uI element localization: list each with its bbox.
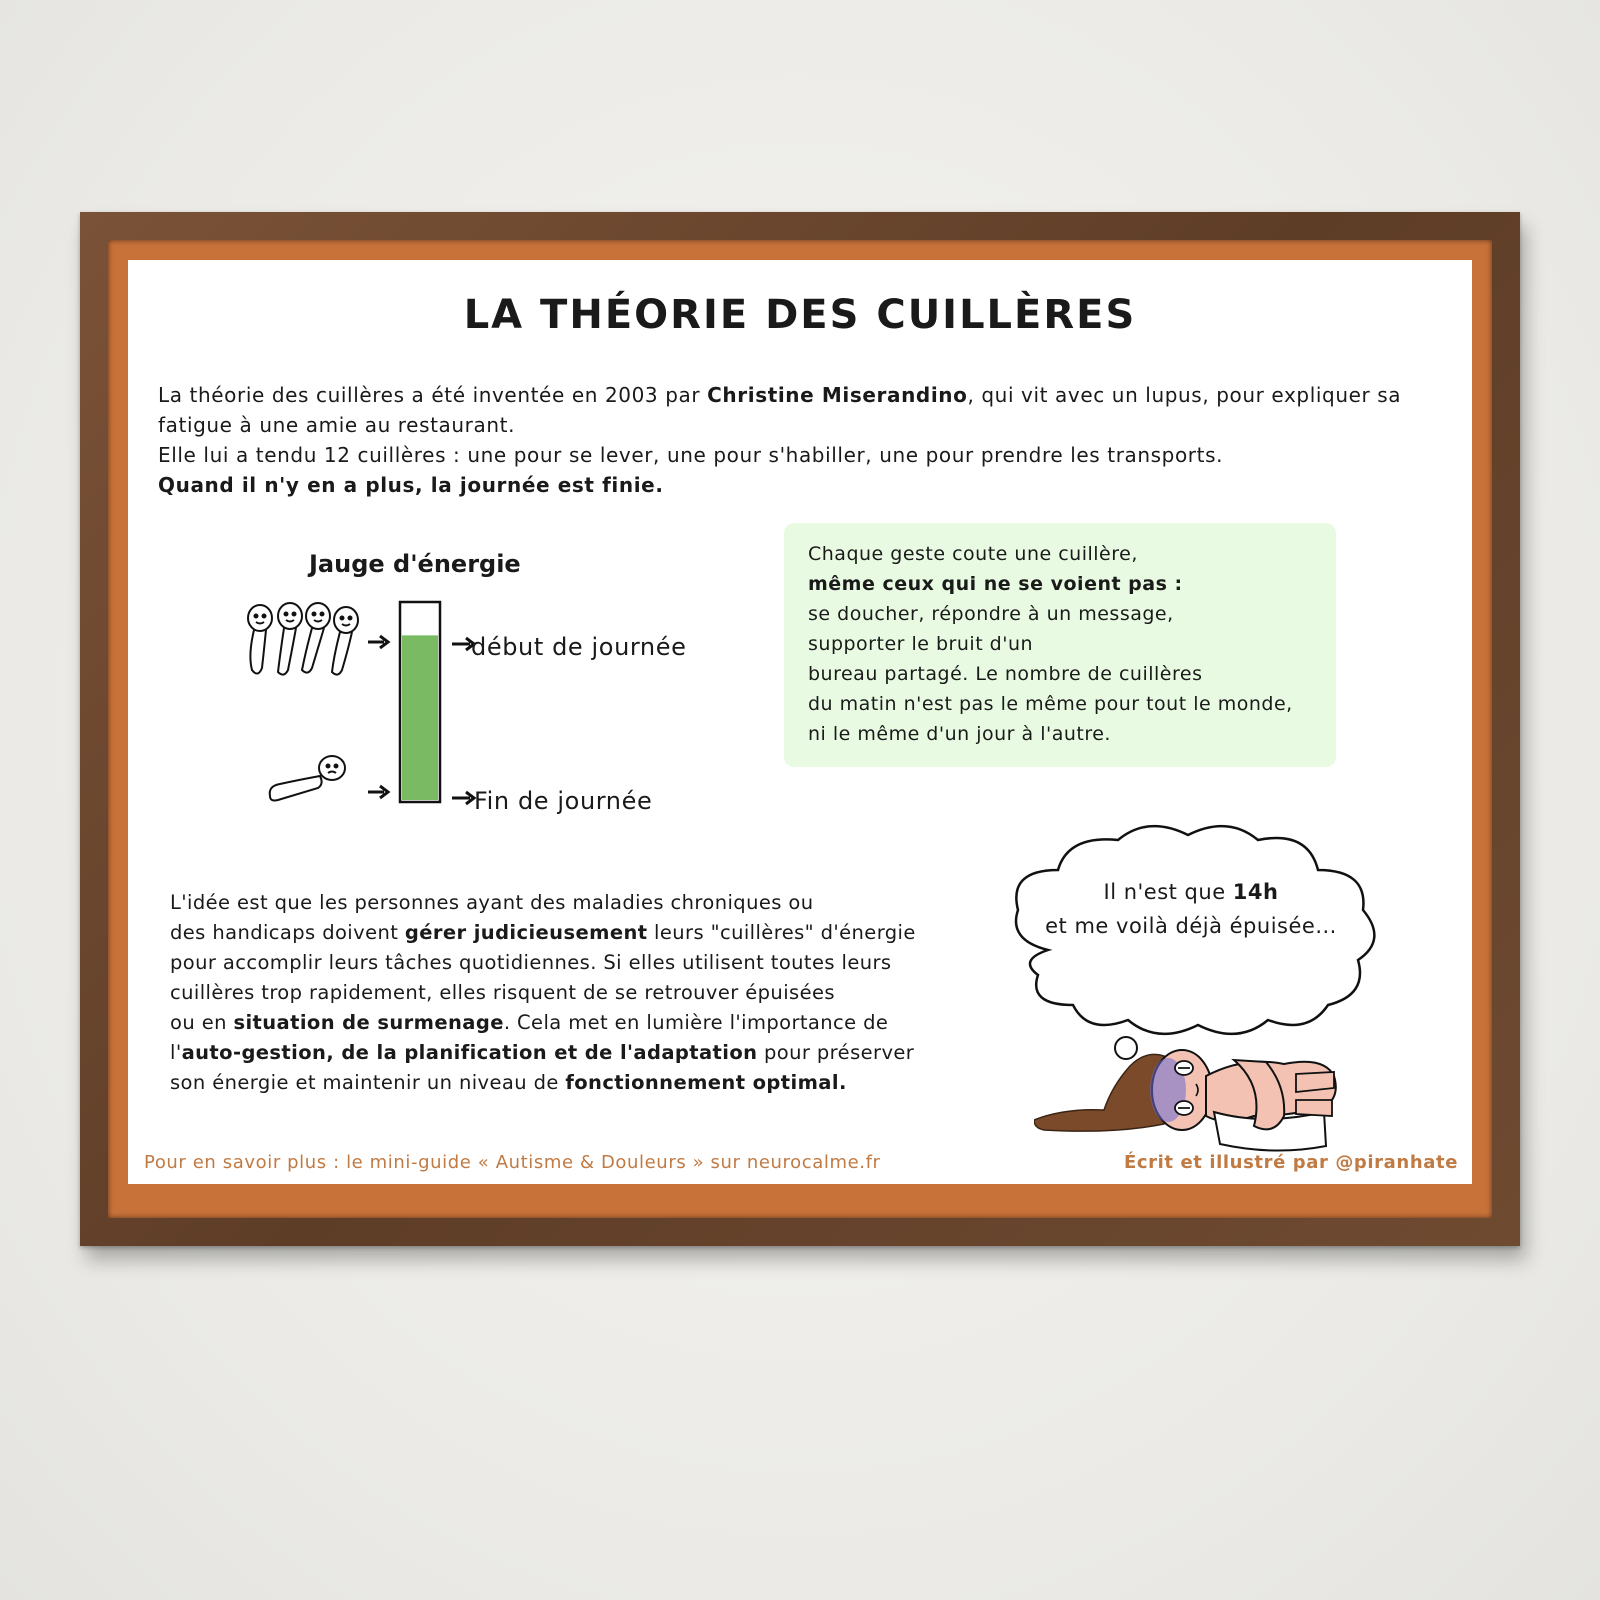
explanation-paragraph: L'idée est que les personnes ayant des maladies chroniques ou des handicaps doivent gérer judicieusement leurs "cuillères" d'énergie pour accomplir leurs tâches quotidiennes. Si elles utilisent toutes leurs cuillères trop rapidement, elles risquent de se retrouver épuisées ou en situation de surmenage. Cela met en lumière l'importance de l'auto-gestion, de la planification et de l'adaptation pour préserver son énergie et maintenir un niveau de fonctionnement optimal. — [170, 891, 916, 1094]
intro-line-2: Elle lui a tendu 12 cuillères : une pour se lever, une pour s'habiller, une pour prendre les transports. — [158, 443, 1224, 467]
gauge-title: Jauge d'énergie — [309, 550, 521, 578]
intro-line-3: Quand il n'y en a plus, la journée est finie. — [158, 473, 664, 497]
gauge-end-label: Fin de journée — [474, 787, 653, 815]
frame-inner-shadow — [108, 240, 1492, 1218]
footer-credits: Écrit et illustré par @piranhate — [1124, 1152, 1458, 1173]
gauge-start-label: début de journée — [471, 633, 687, 661]
thought-text: Il n'est que 14h et me voilà déjà épuisée... — [1045, 880, 1337, 938]
author-name: Christine Miserandino — [707, 383, 968, 407]
footer-more-info: Pour en savoir plus : le mini-guide « Autisme & Douleurs » sur neurocalme.fr — [144, 1152, 881, 1173]
poster-title: LA THÉORIE DES CUILLÈRES — [463, 292, 1137, 338]
intro-line-1: La théorie des cuillères a été inventée en 2003 par Christine Miserandino, qui vit avec un lupus, pour expliquer sa fatigue à une amie au restaurant. — [158, 383, 1402, 437]
wooden-frame — [80, 212, 1520, 1246]
hidden-costs-text: Chaque geste coute une cuillère, même ceux qui ne se voient pas : se doucher, répondre à un message, supporter le bruit d'un bureau partagé. Le nombre de cuillères du matin n'est pas le même pour tout le monde, ni le même d'un jour à l'autre. — [808, 543, 1293, 745]
